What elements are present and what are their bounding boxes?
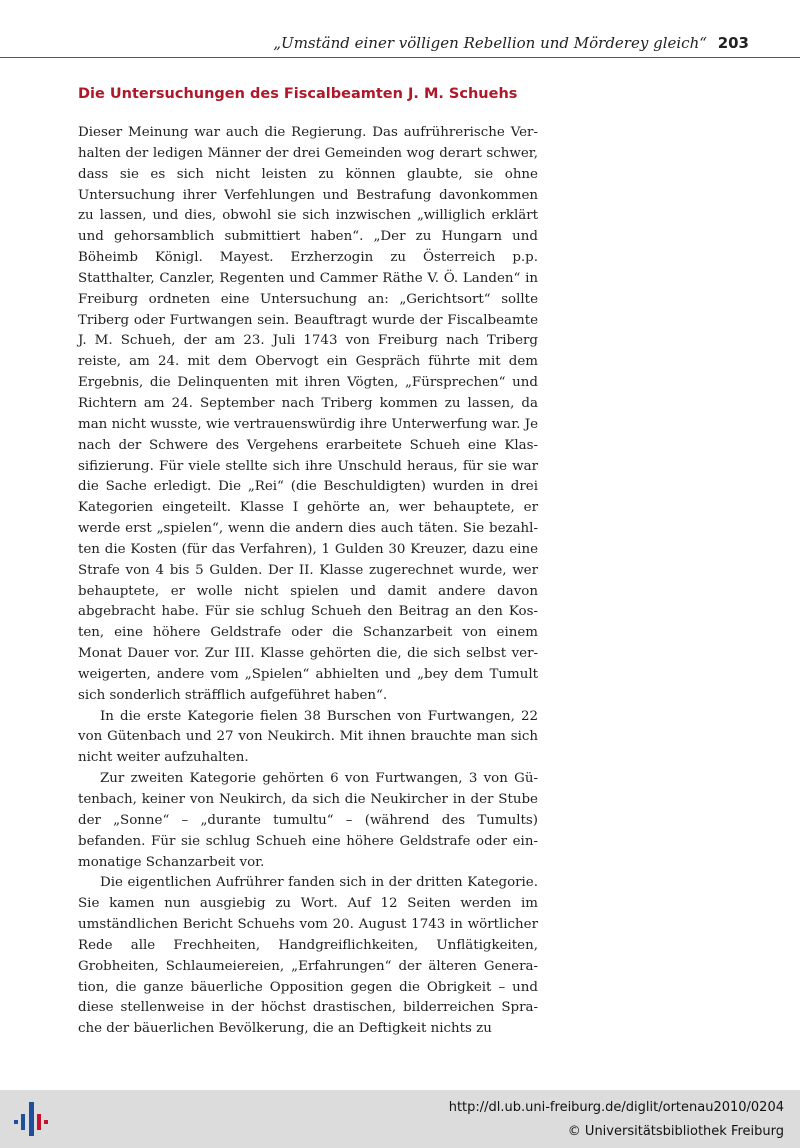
- logo-bar: [21, 1114, 25, 1130]
- page-number: 203: [717, 34, 749, 52]
- copyright-notice: © Universitätsbibliothek Freiburg: [567, 1124, 784, 1139]
- paragraph: Dieser Meinung war auch die Regierung. Das aufrührerische Verhalten der ledigen Männer der drei Gemeinden wog derart schwer, dass sie es sich nicht leisten zu können glaubte, sie ohne Untersuchung ihrer Verfehlungen und Bestrafung davonkommen zu lassen, und dies, obwohl sie sich inzwischen „williglich erklärt und gehorsamblich submittiert haben“. „Der zu Hungarn und Böheimb Königl. Mayest. Erzherzogin zu Österreich p.p. Statthalter, Canzler, Regenten und Cammer Räthe V. Ö. Landen“ in Freiburg ordneten eine Untersuchung an: „Gerichtsort“ sollte Triberg oder Furtwangen sein. Beauftragt wurde der Fiscalbeamte J. M. Schueh, der am 23. Juli 1743 von Freiburg nach Triberg reiste, am 24. mit dem Obervogt ein Gespräch führte mit dem Ergebnis, die Delinquenten mit ihren Vögten, „Fürsprechen“ und Richtern am 24. September nach Triberg kommen zu lassen, da man nicht wusste, wie vertrauenswürdig ihre Unterwerfung war. Je nach der Schwere des Vergehens erarbeitete Schueh eine Klassifizierung. Für viele stellte sich ihre Unschuld heraus, für sie war die Sache erledigt. Die „Rei“ (die Beschuldigten) wurden in drei Kategorien eingeteilt. Klasse I gehörte an, wer behauptete, er werde erst „spielen“, wenn die andern dies auch täten. Sie bezahlten die Kosten (für das Verfahren), 1 Gulden 30 Kreuzer, dazu eine Strafe von 4 bis 5 Gulden. Der II. Klasse zugerechnet wurde, wer behauptete, er wolle nicht spielen und damit andere davon abgebracht habe. Für sie schlug Schueh den Beitrag an den Kosten, eine höhere Geldstrafe oder die Schanzarbeit von einem Monat Dauer vor. Zur III. Klasse gehörten die, die sich selbst verweigerten, andere vom „Spielen“ abhielten und „bey dem Tumult sich sonderlich sträfflich aufgeführet haben“.: [78, 125, 538, 703]
- header-divider: [0, 57, 800, 58]
- running-header: [0, 34, 749, 52]
- footer-bar: [0, 1090, 800, 1148]
- body-text: [78, 123, 538, 1040]
- logo-bar: [14, 1120, 18, 1124]
- logo-bar: [44, 1120, 48, 1124]
- paragraph: In die erste Kategorie fielen 38 Burschen von Furtwangen, 22 von Gütenbach und 27 von Neukirch. Mit ihnen brauchte man sich nicht weiter aufzuhalten.: [78, 708, 538, 766]
- paragraph: Zur zweiten Kategorie gehörten 6 von Furtwangen, 3 von Gütenbach, keiner von Neukirch, da sich die Neukircher in der Stube der „Sonne“ – „durante tumultu“ – (während des Tumults) befanden. Für sie schlug Schueh eine höhere Geldstrafe oder einmonatige Schanzarbeit vor.: [78, 771, 538, 870]
- section-title: Die Untersuchungen des Fiscalbeamten J. M. Schuehs: [78, 86, 518, 102]
- logo-bar: [29, 1102, 34, 1136]
- paragraph: Die eigentlichen Aufrührer fanden sich in der dritten Kategorie. Sie kamen nun ausgiebig zu Wort. Auf 12 Seiten werden im umständlichen Bericht Schuehs vom 20. August 1743 in wörtlicher Rede alle Frechheiten, Handgreiflichkeiten, Unflätigkeiten, Grobheiten, Schlaumeiereien, „Erfahrungen“ der älteren Generation, die ganze bäuerliche Opposition gegen die Obrigkeit – und diese stellenweise in der höchst drastischen, bilderreichen Sprache der bäuerlichen Bevölkerung, die an Deftigkeit nichts zu: [78, 875, 538, 1037]
- document-url[interactable]: http://dl.ub.uni-freiburg.de/diglit/ortenau2010/0204: [448, 1100, 784, 1115]
- library-logo-icon: [12, 1098, 52, 1138]
- logo-bar: [37, 1114, 41, 1130]
- running-title: „Umständ einer völligen Rebellion und Mörderey gleich“: [273, 34, 707, 52]
